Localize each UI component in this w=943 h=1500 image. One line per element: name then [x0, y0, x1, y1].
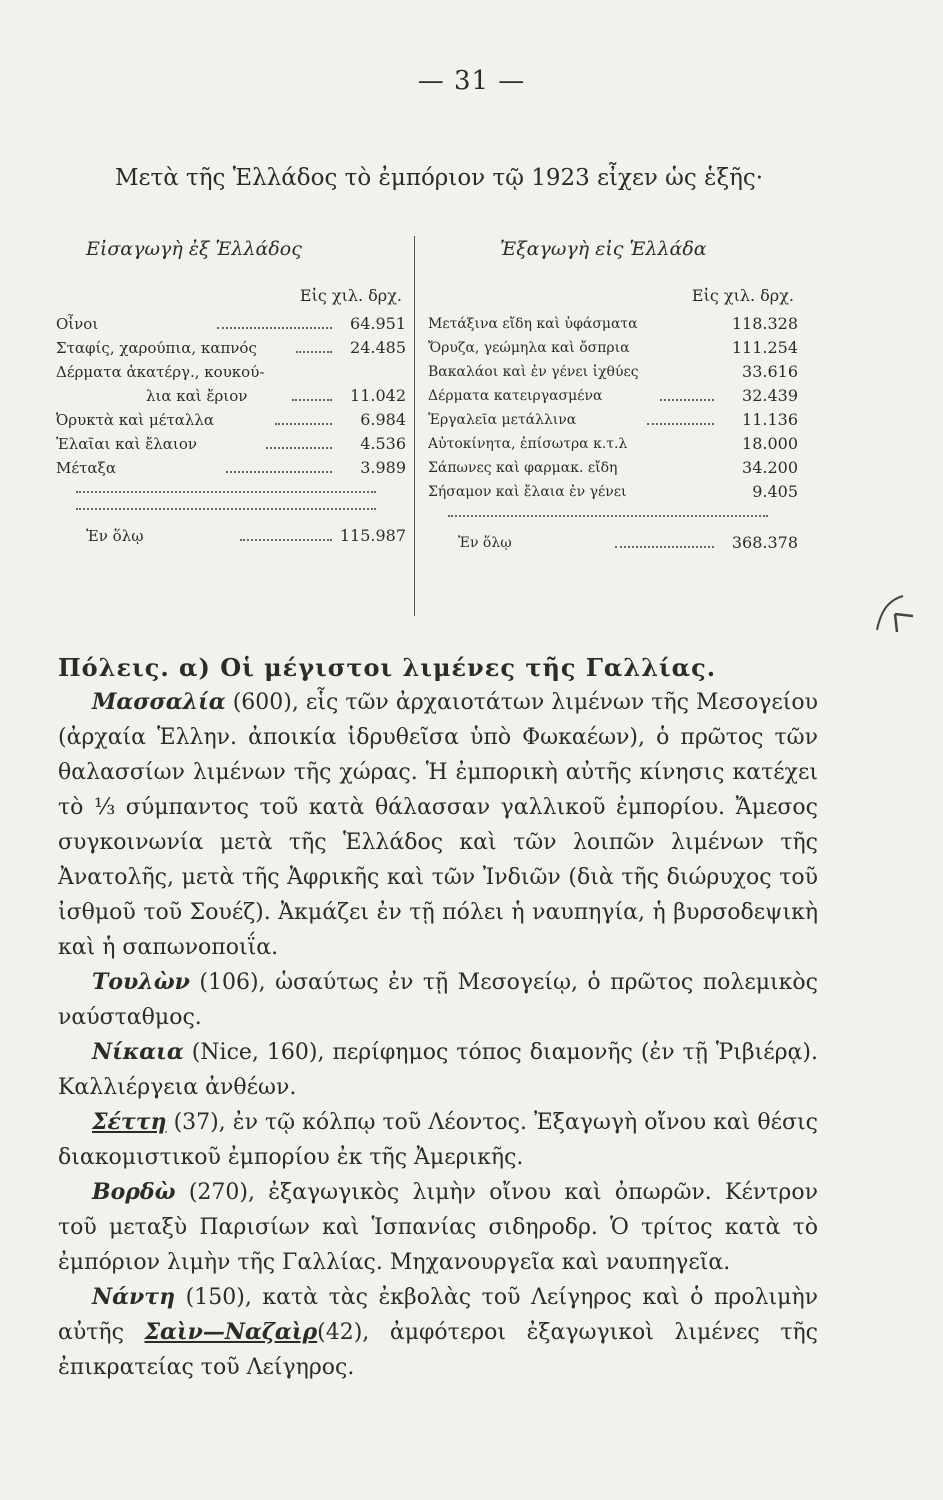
exports-unit: Εἰς χιλ. δρχ. [691, 286, 794, 305]
dotted-filler [448, 514, 768, 517]
entry-text: (Nice, 160), περίφημος τόπος διαμονῆς (ἐν τῇ Ῥιβιέρᾳ). Καλλιέργεια ἀνθέων. [58, 1040, 818, 1100]
entry-text: (37), ἐν τῷ κόλπῳ τοῦ Λέοντος. Ἐξαγωγὴ οἴνου καὶ θέσις διακομιστικοῦ ἐμπορίου ἐκ τῆς Ἀμερικῆς. [58, 1110, 818, 1170]
row-label: Μετάξινα εἴδη καὶ ὑφάσματα [428, 316, 638, 332]
city-name: Τουλὼν [92, 969, 190, 995]
row-value: 34.200 [742, 458, 799, 477]
total-label: Ἐν ὅλῳ [86, 527, 144, 545]
city-name: Σαὶν—Ναζαὶρ [144, 1319, 318, 1345]
table-row [56, 408, 406, 432]
row-label: Δέρματα ἀκατέργ., κουκού- [56, 363, 265, 381]
column-divider [414, 236, 415, 616]
city-entry-bordeaux [58, 1175, 818, 1280]
row-value: 64.951 [350, 314, 406, 333]
row-value: 33.616 [742, 362, 798, 381]
margin-pencil-mark [873, 590, 933, 640]
table-row [428, 384, 798, 408]
row-label: Ὀρυκτὰ καὶ μέταλλα [56, 411, 215, 429]
row-label: Σάπωνες καὶ φαρμακ. εἴδη [428, 460, 618, 476]
city-entry-marseille [58, 685, 818, 965]
dotted-filler [76, 490, 376, 493]
table-row [428, 408, 798, 432]
table-row [56, 432, 406, 456]
table-row [428, 312, 798, 336]
city-entry-sete [58, 1105, 818, 1175]
total-value: 368.378 [731, 533, 798, 552]
row-value: 118.328 [731, 314, 799, 333]
entry-text: (106), ὡσαύτως ἐν τῇ Μεσογείῳ, ὁ πρῶτος πολεμικὸς ναύσταθμος. [58, 970, 818, 1030]
table-row [56, 336, 406, 360]
row-label: Βακαλάοι καὶ ἐν γένει ἰχθύες [428, 364, 639, 380]
city-name: Σέττη [92, 1109, 167, 1135]
city-entry-nantes [58, 1280, 818, 1385]
row-label: Ὄρυζα, γεώμηλα καὶ ὄσπρια [428, 340, 630, 356]
table-row [428, 432, 798, 456]
entry-text: (600), εἷς τῶν ἀρχαιοτάτων λιμένων τῆς Μεσογείου (ἀρχαία Ἑλλην. ἀποικία ἱδρυθεῖσα ὑπὸ Φωκαέων), ὁ πρῶτος τῶν θαλασσίων λιμένων τῆς χώρας. Ἡ ἐμπορικὴ αὐτῆς κίνησις κατέχει τὸ ⅓ σύμπαντος τοῦ κατὰ θάλασσαν γαλλικοῦ ἐμπορίου. Ἄμεσος συγκοινωνία μετὰ τῆς Ἑλλάδος καὶ τῶν λοιπῶν λιμένων τῆς Ἀνατολῆς, μετὰ τῆς Ἀφρικῆς καὶ τῶν Ἰνδιῶν (διὰ τῆς διώρυχος τοῦ ἰσθμοῦ τοῦ Σουέζ). Ἀκμάζει ἐν τῇ πόλει ἡ ναυπηγία, ἡ βυρσοδεψικὴ καὶ ἡ σαπωνοποιΐα. [58, 690, 818, 960]
table-row [428, 336, 798, 360]
row-value: 4.536 [360, 434, 406, 453]
imports-unit: Εἰς χιλ. δρχ. [299, 286, 402, 305]
city-name: Νάντη [92, 1284, 176, 1310]
row-label: Ἐλαῖαι καὶ ἔλαιον [56, 435, 197, 453]
row-value: 3.989 [360, 458, 407, 477]
row-value: 11.136 [742, 410, 799, 429]
row-value: 32.439 [742, 386, 799, 405]
exports-title: Ἐξαγωγὴ εἰς Ἑλλάδα [500, 238, 707, 260]
exports-table [428, 238, 798, 555]
city-name: Μασσαλία [92, 689, 226, 715]
row-label: Αὐτοκίνητα, ἐπίσωτρα κ.τ.λ [428, 436, 628, 452]
total-label: Ἐν ὅλῳ [458, 535, 512, 551]
page-number: — 31 — [417, 66, 526, 96]
section-heading: Πόλεις. α) Οἱ μέγιστοι λιμένες τῆς Γαλλίας. [58, 653, 717, 682]
city-entry-nice [58, 1035, 818, 1105]
row-value: 11.042 [350, 386, 406, 405]
dotted-filler [76, 507, 376, 510]
entry-text: (270), ἐξαγωγικὸς λιμὴν οἴνου καὶ ὀπωρῶν. Κέντρον τοῦ μεταξὺ Παρισίων καὶ Ἱσπανίας σιδηροδρ. Ὁ τρίτος κατὰ τὸ ἐμπόριον λιμὴν τῆς Γαλλίας. Μηχανουργεῖα καὶ ναυπηγεῖα. [58, 1180, 818, 1275]
row-label: Δέρματα κατειργασμένα [428, 388, 603, 404]
imports-table [56, 238, 406, 548]
row-value: 18.000 [742, 434, 799, 453]
entry-text: (150), κατὰ τὰς ἐκβολὰς τοῦ Λείγηρος καὶ ὁ προλιμὴν αὐτῆς [58, 1285, 818, 1345]
row-label: Σήσαμον καὶ ἔλαια ἐν γένει [428, 484, 627, 500]
entry-text: (42), ἀμφότεροι ἐξαγωγικοὶ λιμένες τῆς ἐπικρατείας τοῦ Λείγηρος. [58, 1320, 818, 1380]
table-row [428, 456, 798, 480]
row-label: Οἶνοι [56, 315, 99, 333]
table-row [428, 480, 798, 504]
table-row [56, 456, 406, 480]
intro-sentence: Μετὰ τῆς Ἑλλάδος τὸ ἐμπόριον τῷ 1923 εἶχεν ὡς ἑξῆς· [115, 165, 764, 191]
row-value: 9.405 [752, 482, 799, 501]
row-label: Μέταξα [56, 459, 116, 477]
city-name: Βορδὼ [92, 1179, 176, 1205]
imports-total-row [56, 524, 406, 548]
row-label: Σταφίς, χαρούπια, καπνός [56, 339, 257, 357]
table-row [56, 360, 406, 384]
table-row [428, 360, 798, 384]
row-value: 111.254 [731, 338, 799, 357]
table-row [56, 384, 406, 408]
row-label: Ἐργαλεῖα μετάλλινα [428, 412, 577, 428]
row-value: 24.485 [350, 338, 407, 357]
table-row [56, 312, 406, 336]
city-name: Νίκαια [92, 1039, 184, 1065]
row-value: 6.984 [360, 410, 406, 429]
city-entry-toulon [58, 965, 818, 1035]
imports-title: Εἰσαγωγὴ ἐξ Ἑλλάδος [86, 238, 302, 260]
exports-total-row [428, 531, 798, 555]
body-text [58, 650, 818, 1385]
total-value: 115.987 [339, 526, 407, 545]
row-label: λια καὶ ἔριον [146, 387, 248, 405]
